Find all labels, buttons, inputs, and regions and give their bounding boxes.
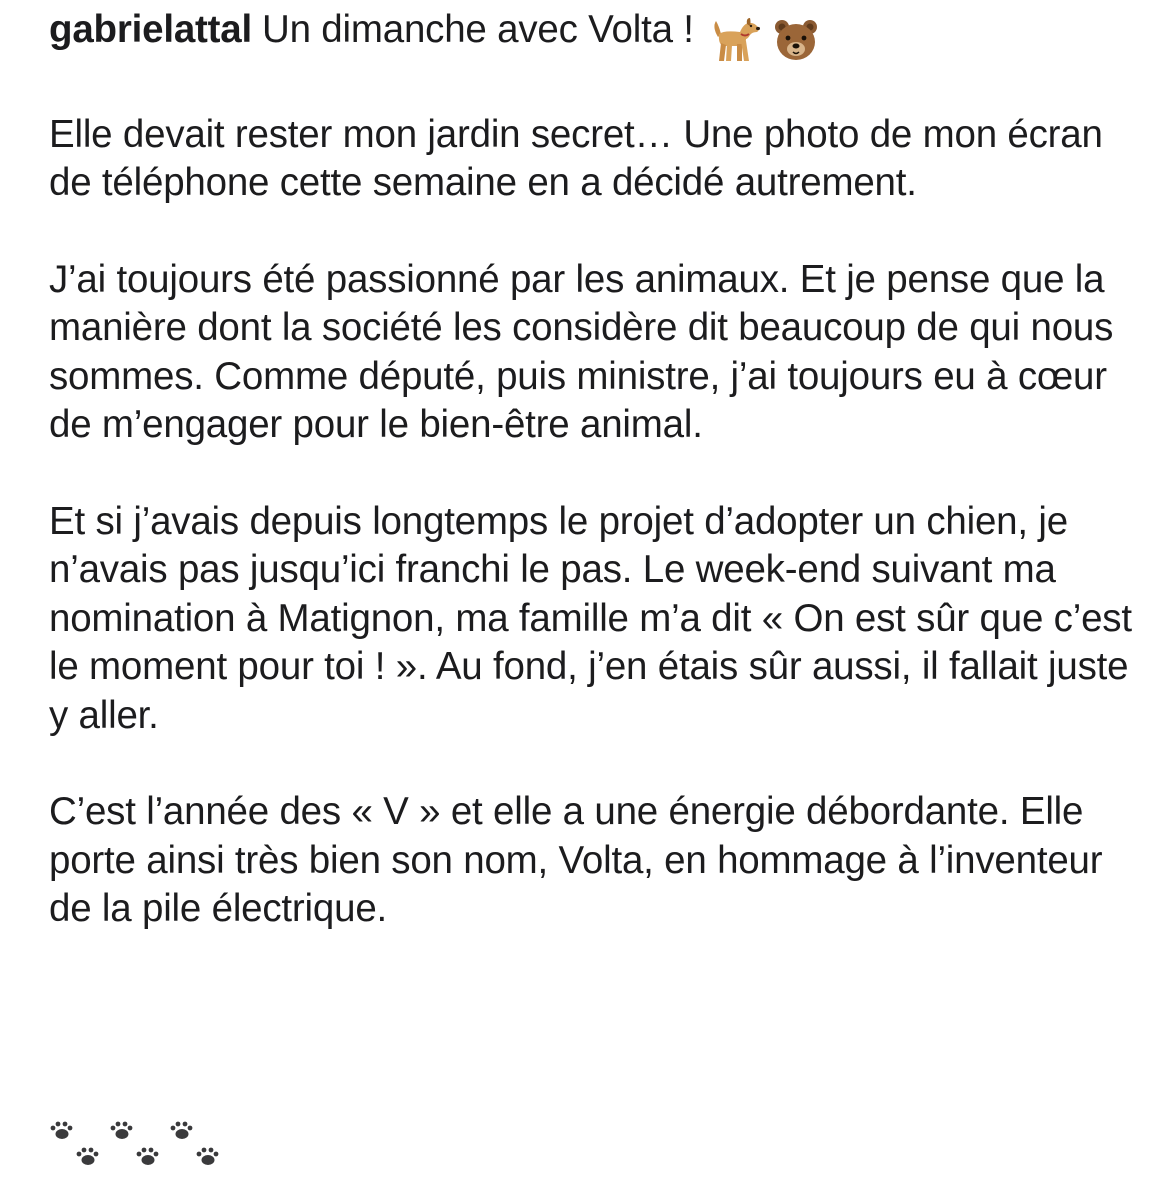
- caption-paragraph-2: J’ai toujours été passionné par les animaux. Et je pense que la manière dont la société les considère dit beaucoup de qui nous sommes. Comme député, puis ministre, j’ai toujours eu à cœur de m’engager pour le bien-être animal.: [49, 257, 1114, 447]
- caption-paragraph-1: Elle devait rester mon jardin secret… Une photo de mon écran de téléphone cette semaine en a décidé autrement.: [49, 112, 1103, 205]
- paw-prints-icon: [109, 1120, 165, 1176]
- title-emojis: [710, 14, 819, 63]
- paw-prints-icon: [169, 1120, 225, 1176]
- username-link[interactable]: gabrielattal: [49, 8, 252, 51]
- caption-paragraph-3: Et si j’avais depuis longtemps le projet d’adopter un chien, je n’avais pas jusqu’ici franchi le pas. Le week-end suivant ma nomination à Matignon, ma famille m’a dit « On est sûr que c’est le moment pour toi ! ». Au fond, j’en étais sûr aussi, il fallait juste y aller.: [49, 499, 1132, 737]
- paw-prints-icon: [49, 1120, 105, 1176]
- caption-first-line: [49, 6, 1139, 63]
- post-title: Un dimanche avec Volta !: [262, 8, 694, 51]
- caption-paragraph-4: C’est l’année des « V » et elle a une énergie débordante. Elle porte ainsi très bien son nom, Volta, en hommage à l’inventeur de la pile électrique.: [49, 790, 1103, 931]
- post-caption: [49, 6, 1139, 934]
- dog-icon: [710, 17, 762, 63]
- closing-emojis: [49, 1120, 225, 1180]
- bear-face-icon: [773, 17, 819, 63]
